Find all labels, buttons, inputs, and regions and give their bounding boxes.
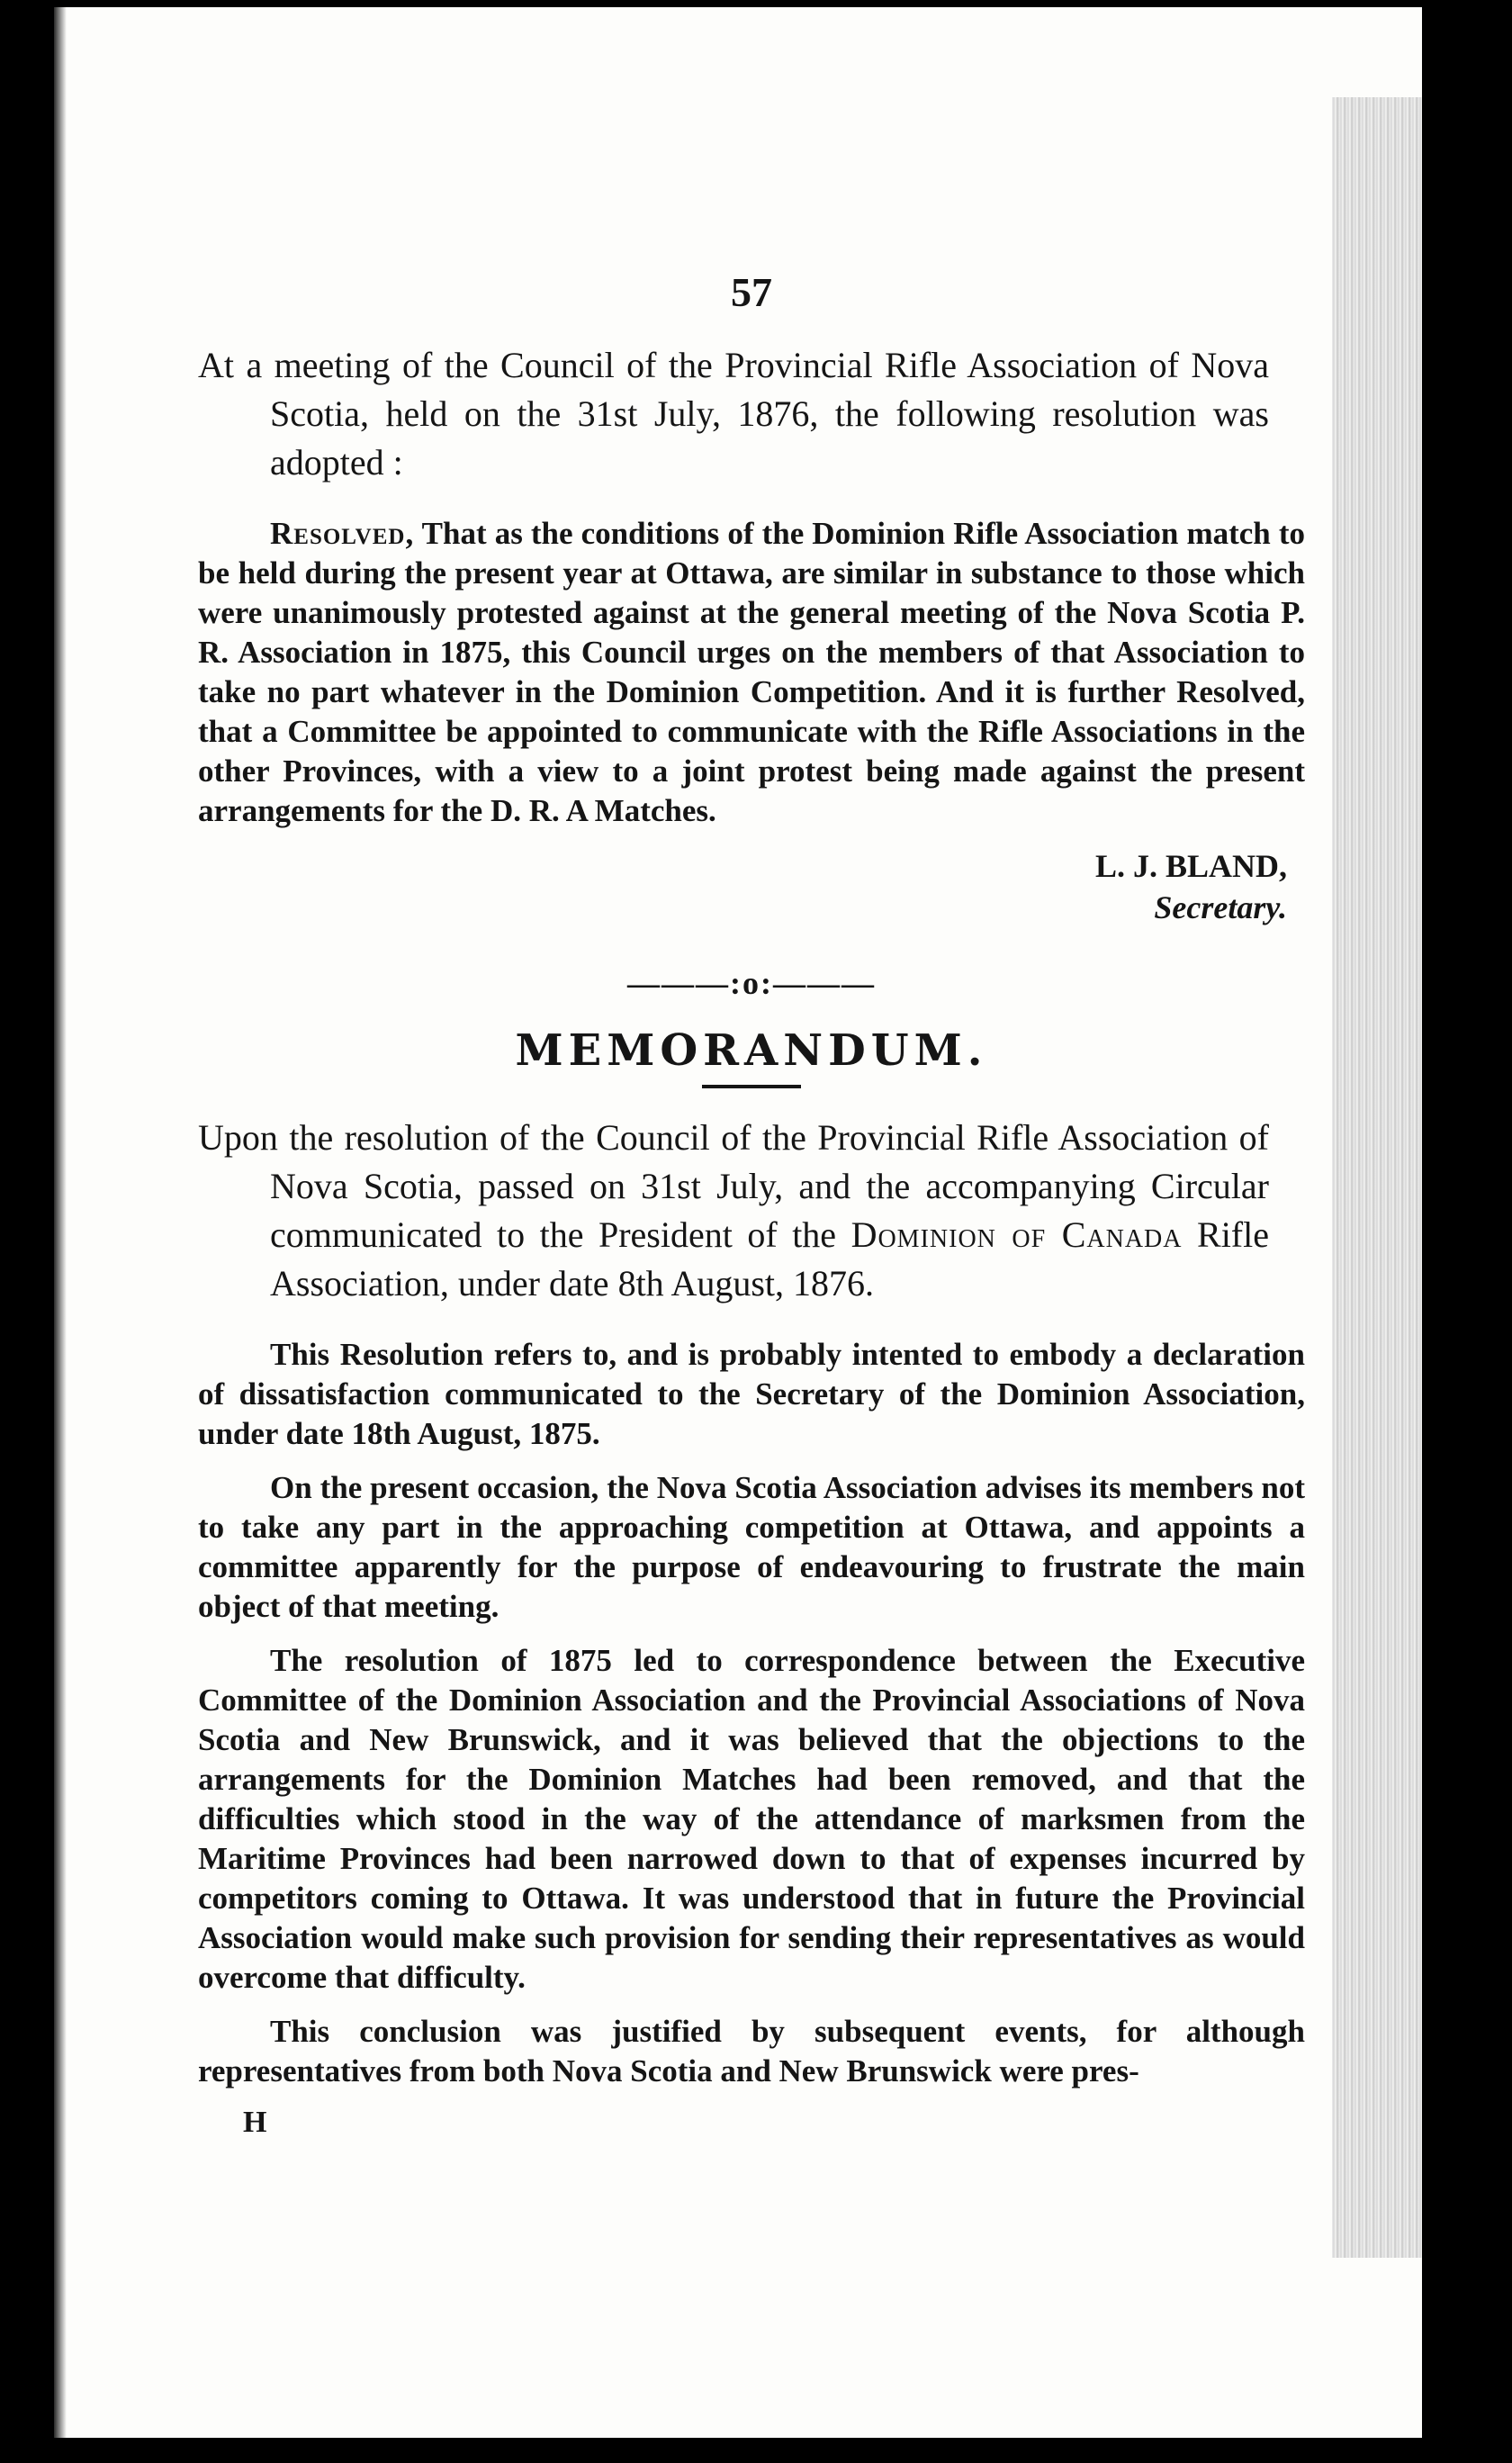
section-divider: ———:o:——— [627,965,876,1001]
body-paragraph-2: On the present occasion, the Nova Scotia Association advises its members not to take any part in the approaching competition at Ottawa, and appoints a committee apparently for the purpose of endeavouring to frustrate the main object of that meeting. [198,1470,1305,1624]
binding-shadow [54,7,67,2438]
memo-intro-smallcaps: Dominion of Canada [850,1214,1183,1255]
body-paragraph-1: This Resolution refers to, and is probably intented to embody a declaration of dissatisfaction communicated to the Secretary of the Dominion Association, under date 18th August, 1875. [198,1337,1305,1451]
memo-intro-after: Rifle Association, under date 8th August, 1876. [270,1214,1269,1304]
body-paragraph-3: The resolution of 1875 led to correspondence between the Executive Committee of the Dominion Association and the Provincial Associations of Nova Scotia and New Brunswick, and it was believed that the objections to the arrangements for the Dominion Matches had been removed, and that the difficulties which stood in the way of the attendance of marksmen from the Maritime Provinces had been narrowed down to that of expenses incurred by competitors coming to Ottawa. It was understood that in future the Provincial Association would make such provision for sending their representatives as would overcome that difficulty. [198,1643,1305,1995]
page-content [198,268,1305,2140]
heading-rule [702,1085,801,1088]
signature-mark: H [243,2106,267,2139]
resolution-lead: Resolved, [270,516,415,551]
signature-role: Secretary. [1154,889,1287,925]
page-number: 57 [731,269,772,315]
resolution-text: That as the conditions of the Dominion Rifle Association match to be held during the present year at Ottawa, are similar in substance to those which were unanimously protested against at the general meeting of the Nova Scotia P. R. Association in 1875, this Council urges on the members of that Association to take no part whatever in the Dominion Competition. And it is further Resolved, that a Committee be appointed to communicate with the Rifle Associations in the other Provinces, with a view to a joint protest being made against the present arrangements for the D. R. A Matches. [198,516,1305,828]
signature-block [198,845,1287,928]
scanned-page [54,7,1422,2438]
memorandum-intro [198,1114,1305,1308]
body-paragraph-4: This conclusion was justified by subsequent events, for although representatives from both Nova Scotia and New Brunswick were pres- [198,2014,1305,2089]
page-edge-stack [1332,97,1422,2258]
intro-paragraph: At a meeting of the Council of the Provincial Rifle Association of Nova Scotia, held on the 31st July, 1876, the following resolution was adopted : [198,345,1269,483]
resolution-paragraph [198,514,1305,831]
memo-intro-before: Upon the resolution of the Council of the Provincial Rifle Association of Nova Scotia, passed on 31st July, and the accompanying Circular communicated to the President of the [198,1117,1269,1255]
signature-name: L. J. BLAND, [1094,848,1287,884]
memorandum-heading: MEMORANDUM. [515,1025,988,1076]
